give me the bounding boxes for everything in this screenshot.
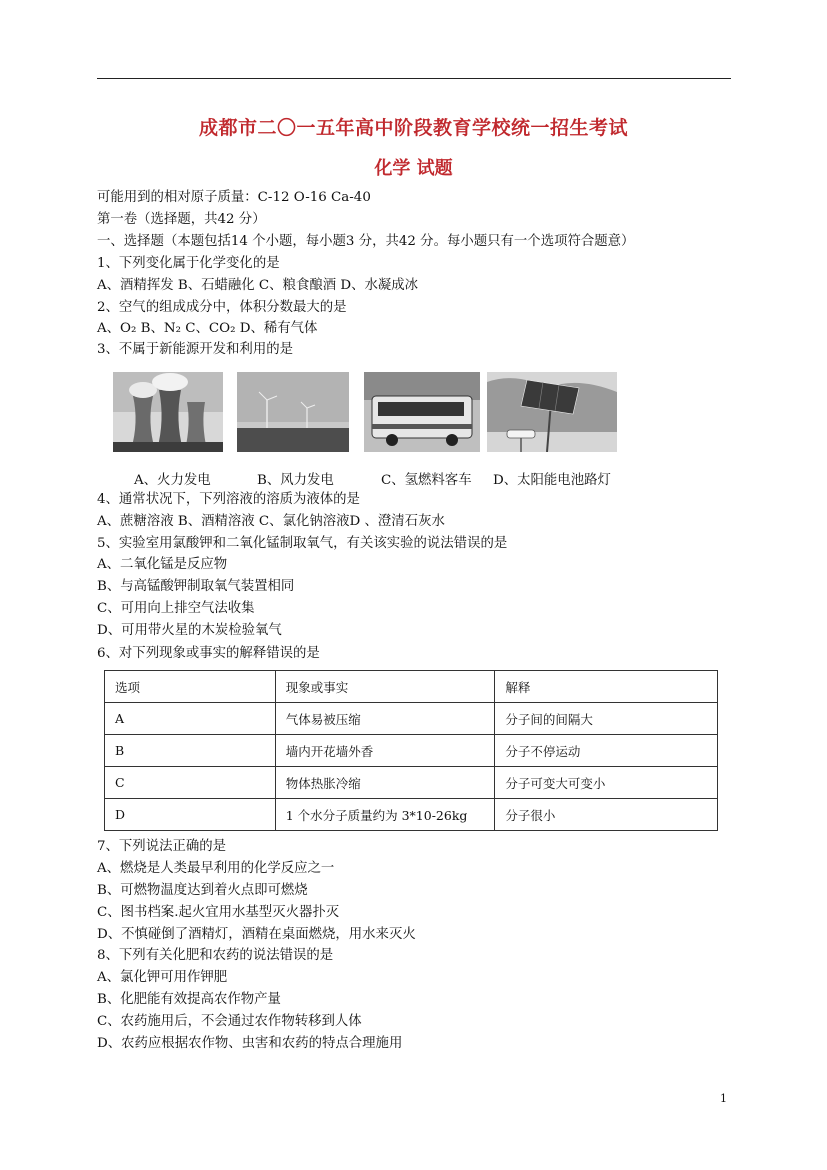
table-header-cell: 解释 [495,671,718,703]
table-cell: D [105,799,276,831]
cooling-towers-photo [113,372,223,452]
question-line: A、氯化钾可用作钾肥 [97,970,228,985]
table-cell: 分子不停运动 [495,735,718,767]
question-line: C、农药施用后，不会通过农作物转移到人体 [97,1014,362,1029]
header-rule [97,78,731,79]
table-header-cell: 选项 [105,671,276,703]
table-row [105,735,718,767]
question-line: 7、下列说法正确的是 [97,839,227,854]
intro-line: 第一卷（选择题，共42 分） [97,212,266,227]
table-row [105,703,718,735]
table-row [105,799,718,831]
question-line: A、燃烧是人类最早利用的化学反应之一 [97,861,335,876]
page-title: 成都市二〇一五年高中阶段教育学校统一招生考试 [198,117,628,139]
table-cell: 墙内开花墙外香 [275,735,495,767]
table-cell: A [105,703,276,735]
table-cell: 分子可变大可变小 [495,767,718,799]
wind-turbines-photo [237,372,349,452]
question-line: B、与高锰酸钾制取氧气装置相同 [97,579,295,594]
question-line: 6、对下列现象或事实的解释错误的是 [97,646,320,661]
table-cell: 分子间的间隔大 [495,703,718,735]
question-line: 5、实验室用氯酸钾和二氧化锰制取氧气，有关该实验的说法错误的是 [97,536,508,551]
question-line: D、可用带火星的木炭检验氧气 [97,623,282,638]
question-line: B、化肥能有效提高农作物产量 [97,992,281,1007]
hydrogen-bus-photo [364,372,480,452]
question-line: B、可燃物温度达到着火点即可燃烧 [97,883,308,898]
question-line: 3、不属于新能源开发和利用的是 [97,342,293,357]
q6-table [104,670,718,831]
question-line: A、O₂ B、N₂ C、CO₂ D、稀有气体 [97,321,318,336]
page-subtitle: 化学 试题 [374,158,453,179]
table-row [105,767,718,799]
q3-image-row [113,372,623,454]
q3-option: C、氢燃料客车 [381,473,472,488]
question-line: A、蔗糖溶液 B、酒精溶液 C、氯化钠溶液D 、澄清石灰水 [97,514,445,529]
intro-line: 可能用到的相对原子质量：C-12 O-16 Ca-40 [97,190,371,205]
question-line: C、图书档案.起火宜用水基型灭火器扑灭 [97,905,340,920]
q3-option: B、风力发电 [257,473,334,488]
solar-streetlight-photo [487,372,617,452]
question-line: 2、空气的组成成分中，体积分数最大的是 [97,300,347,315]
table-cell: 气体易被压缩 [275,703,495,735]
q3-option: D、太阳能电池路灯 [493,473,611,488]
page-number: 1 [720,1092,727,1105]
table-header-cell: 现象或事实 [275,671,495,703]
table-cell: B [105,735,276,767]
table-cell: C [105,767,276,799]
question-line: 1、下列变化属于化学变化的是 [97,256,280,271]
question-line: C、可用向上排空气法收集 [97,601,255,616]
question-line: D、不慎碰倒了酒精灯，酒精在桌面燃烧，用水来灭火 [97,927,416,942]
question-line: A、酒精挥发 B、石蜡融化 C、粮食酿酒 D、水凝成冰 [97,278,419,293]
q3-option: A、火力发电 [134,473,211,488]
table-cell: 分子很小 [495,799,718,831]
question-line: A、二氧化锰是反应物 [97,557,228,572]
table-header-row [105,671,718,703]
question-line: D、农药应根据农作物、虫害和农药的特点合理施用 [97,1036,403,1051]
question-line: 8、下列有关化肥和农药的说法错误的是 [97,948,334,963]
question-line: 4、通常状况下，下列溶液的溶质为液体的是 [97,492,360,507]
intro-line: 一、选择题（本题包括14 个小题，每小题3 分，共42 分。每小题只有一个选项符合题意） [97,234,635,249]
table-cell: 1 个水分子质量约为 3*10-26kg [275,799,495,831]
q3-options [97,469,737,489]
table-cell: 物体热胀冷缩 [275,767,495,799]
